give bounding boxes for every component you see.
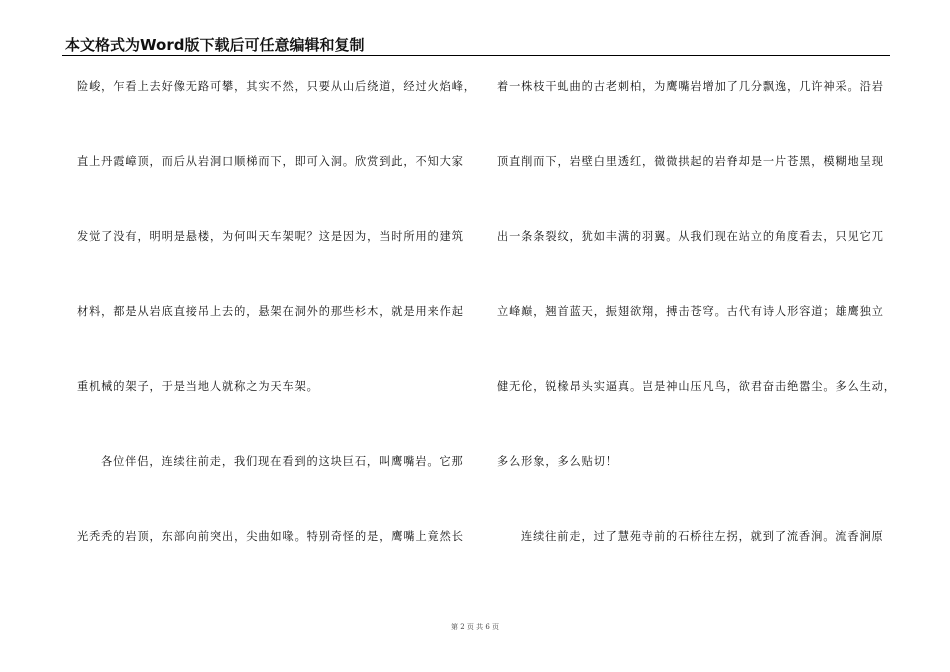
paragraph-line: 出一条条裂纹，犹如丰满的羽翼。从我们现在站立的角度看去，只见它兀 (497, 230, 884, 243)
paragraph-line: 险峻，乍看上去好像无路可攀，其实不然，只要从山后绕道，经过火焰峰， (77, 80, 476, 93)
paragraph-line: 立峰巅，翘首蓝天，振翅欲翔，搏击苍穹。古代有诗人形容道；雄鹰独立 (497, 305, 884, 318)
page-number-footer: 第 2 页 共 6 页 (450, 623, 500, 631)
header-divider (62, 55, 890, 56)
paragraph-line: 重机械的架子，于是当地人就称之为天车架。 (77, 380, 319, 393)
paragraph-line: 健无伦，锐椽昂头实逼真。岂是神山压凡鸟，欲君奋击绝嚣尘。多么生动， (497, 380, 896, 393)
paragraph-line: 顶直削而下，岩壁白里透红，微微拱起的岩脊却是一片苍黑，模糊地呈现 (497, 155, 884, 168)
document-header-title: 本文格式为Word版下载后可任意编辑和复制 (65, 36, 365, 54)
paragraph-line: 光秃秃的岩顶，东部向前突出，尖曲如喙。特别奇怪的是，鹰嘴上竟然长 (77, 530, 464, 543)
paragraph-line: 发觉了没有，明明是悬楼，为何叫天车架呢？这是因为，当时所用的建筑 (77, 230, 464, 243)
paragraph-line: 各位伴侣，连续往前走，我们现在看到的这块巨石，叫鹰嘴岩。它那 (101, 455, 464, 468)
paragraph-line: 连续往前走，过了慧苑寺前的石桥往左拐，就到了流香涧。流香涧原 (521, 530, 884, 543)
paragraph-line: 着一株枝干虬曲的古老刺柏，为鹰嘴岩增加了几分飘逸，几许神采。沿岩 (497, 80, 884, 93)
paragraph-line: 直上丹霞嶂顶，而后从岩洞口顺梯而下，即可入洞。欣赏到此，不知大家 (77, 155, 464, 168)
paragraph-line: 材料，都是从岩底直接吊上去的，悬架在洞外的那些杉木，就是用来作起 (77, 305, 464, 318)
paragraph-line: 多么形象，多么贴切！ (497, 455, 618, 468)
